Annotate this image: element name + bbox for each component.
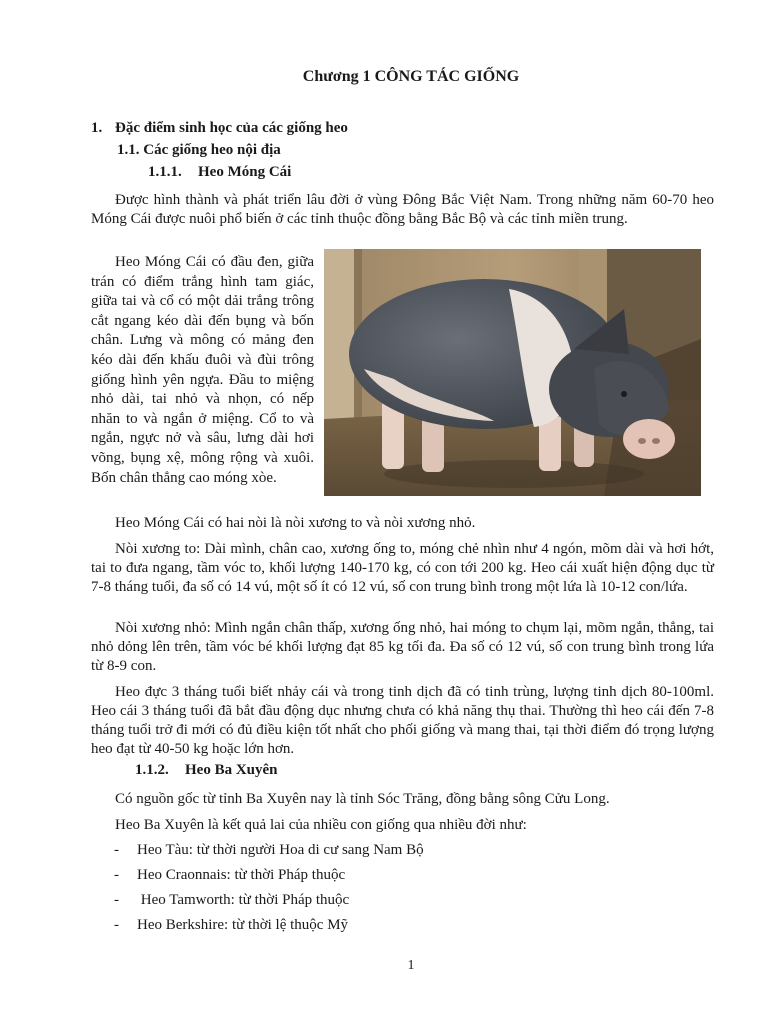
mong-cai-description-paragraph: Heo Móng Cái có đầu đen, giữa trán có điểm trắng hình tam giác, giữa tai và cổ có một dải trắng trông cắt ngang kéo dài đến bụng và bốn chân. Lưng và mông có mảng đen kéo dài đến khấu đuôi và đùi trông giống hình yên ngựa. Đầu to miệng nhỏ dài, tai nhỏ và nhọn, có nếp nhăn to và ngắn ở miệng. Cổ to và ngắn, ngực nở và sâu, lưng dài hơi võng, bụng xệ, mông rộng và xuôi. Bốn chân thẳng cao móng xòe. [91, 254, 314, 486]
list-item [114, 891, 349, 910]
section-heading-1 [91, 120, 348, 137]
section-heading-1-1-1 [148, 164, 291, 181]
ba-xuyen-origin-paragraph: Có nguồn gốc từ tỉnh Ba Xuyên nay là tỉnh Sóc Trăng, đồng bằng sông Cửu Long. [115, 791, 610, 807]
list-item-text: Heo Craonnais: từ thời Pháp thuộc [137, 867, 346, 883]
reproduction-paragraph: Heo đực 3 tháng tuổi biết nhảy cái và trong tinh dịch đã có tinh trùng, lượng tinh dịch 80-100ml. Heo cái 3 tháng tuổi đã bắt đầu động dục nhưng chưa có khả năng thụ thai. Thường thì heo cái đến 7-8 tháng tuổi trở đi mới có đủ điều kiện tốt nhất cho phối giống và mang thai, tại thời điểm đó trọng lượng heo đạt từ 40-50 kg hoặc lớn hơn. [91, 684, 714, 757]
bullet-dash: - [114, 917, 119, 933]
big-bone-paragraph: Nòi xương to: Dài mình, chân cao, xương ống to, móng chẻ nhìn như 4 ngón, mõm dài và hơi hớt, tai to đưa ngang, tầm vóc to, khối lượng 140-170 kg, có con tới 200 kg. Heo cái xuất hiện động dục từ 7-8 tháng tuổi, đa số có 14 vú, một số ít có 12 vú, số con trung bình trong một lứa là 10-12 con/lứa. [91, 541, 714, 595]
small-bone-paragraph: Nòi xương nhỏ: Mình ngắn chân thấp, xương ống nhỏ, hai móng to chụm lại, mõm ngắn, thẳng, tai nhỏ dỏng lên trên, tầm vóc bé khối lượng đạt 85 kg tối đa. Đa số có 12 vú, số con trung bình trong lứa từ 8-9 con. [91, 620, 714, 674]
bullet-dash: - [114, 867, 119, 883]
list-item [114, 866, 345, 885]
ba-xuyen-cross-paragraph: Heo Ba Xuyên là kết quả lai của nhiều con giống qua nhiều đời như: [115, 817, 527, 833]
list-item [114, 916, 348, 935]
list-item-text: Heo Tamworth: từ thời Pháp thuộc [137, 892, 350, 908]
pig-photo [324, 249, 701, 496]
section-title: Heo Móng Cái [198, 164, 292, 180]
bullet-dash: - [114, 892, 119, 908]
mong-cai-intro-paragraph: Được hình thành và phát triển lâu đời ở vùng Đông Bắc Việt Nam. Trong những năm 60-70 heo Móng Cái được nuôi phổ biến ở các tỉnh thuộc đồng bằng Bắc Bộ và các tỉnh miền trung. [91, 192, 714, 227]
mong-cai-types-paragraph: Heo Móng Cái có hai nòi là nòi xương to và nòi xương nhỏ. [115, 515, 476, 531]
bullet-dash: - [114, 842, 119, 858]
section-title: Heo Ba Xuyên [185, 762, 278, 778]
section-number: 1. [91, 120, 103, 136]
section-heading-1-1: 1.1. Các giống heo nội địa [117, 142, 281, 158]
section-heading-1-1-2 [135, 762, 278, 779]
list-item-text: Heo Berkshire: từ thời lệ thuộc Mỹ [137, 917, 349, 933]
section-number: 1.1.1. [148, 164, 182, 180]
list-item [114, 841, 424, 860]
section-number: 1.1.2. [135, 762, 169, 778]
page-number: 1 [407, 958, 415, 973]
section-title: Đặc điểm sinh học của các giống heo [115, 120, 348, 136]
chapter-title: Chương 1 CÔNG TÁC GIỐNG [302, 68, 520, 85]
list-item-text: Heo Tàu: từ thời người Hoa di cư sang Nam Bộ [137, 842, 424, 858]
